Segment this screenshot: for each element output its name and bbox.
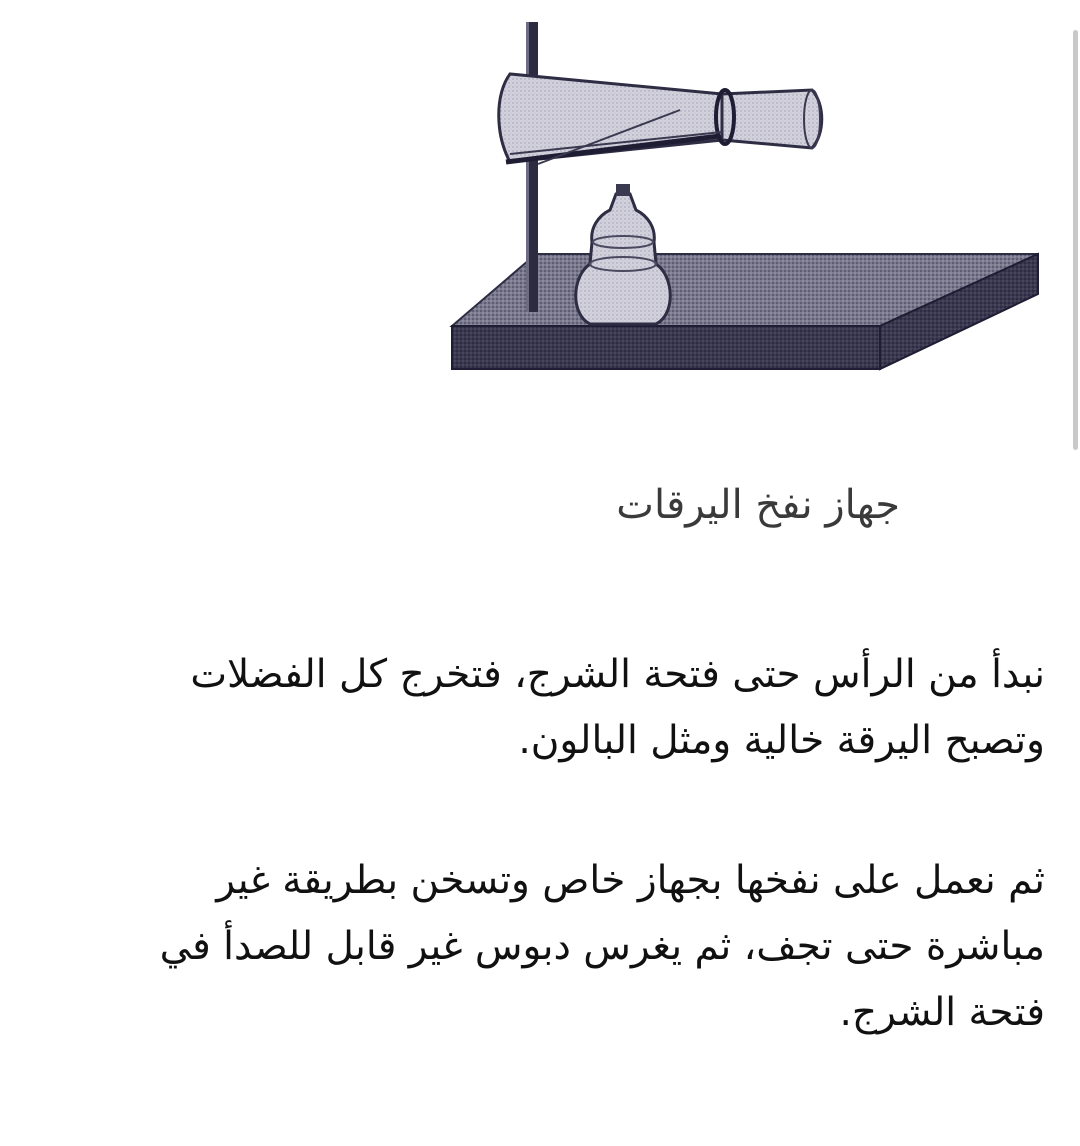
figure-caption: جهاز نفخ اليرقات — [616, 482, 900, 528]
paragraph-2: ثم نعمل على نفخها بجهاز خاص وتسخن بطريقة غير مباشرة حتى تجف، ثم يغرس دبوس غير قابل للصدأ في فتحة الشرج. — [159, 858, 1045, 1035]
burner-wick — [616, 184, 630, 196]
apparatus-illustration — [440, 14, 1040, 384]
paragraph-1: نبدأ من الرأس حتى فتحة الشرج، فتخرج كل الفضلات وتصبح اليرقة خالية ومثل البالون. — [190, 652, 1045, 763]
base-board-front — [452, 326, 880, 369]
apparatus-drawing — [440, 14, 1040, 384]
scrollbar-thumb[interactable] — [1073, 30, 1078, 450]
scrollbar[interactable] — [1072, 0, 1080, 1146]
burner-lamp — [576, 194, 671, 324]
